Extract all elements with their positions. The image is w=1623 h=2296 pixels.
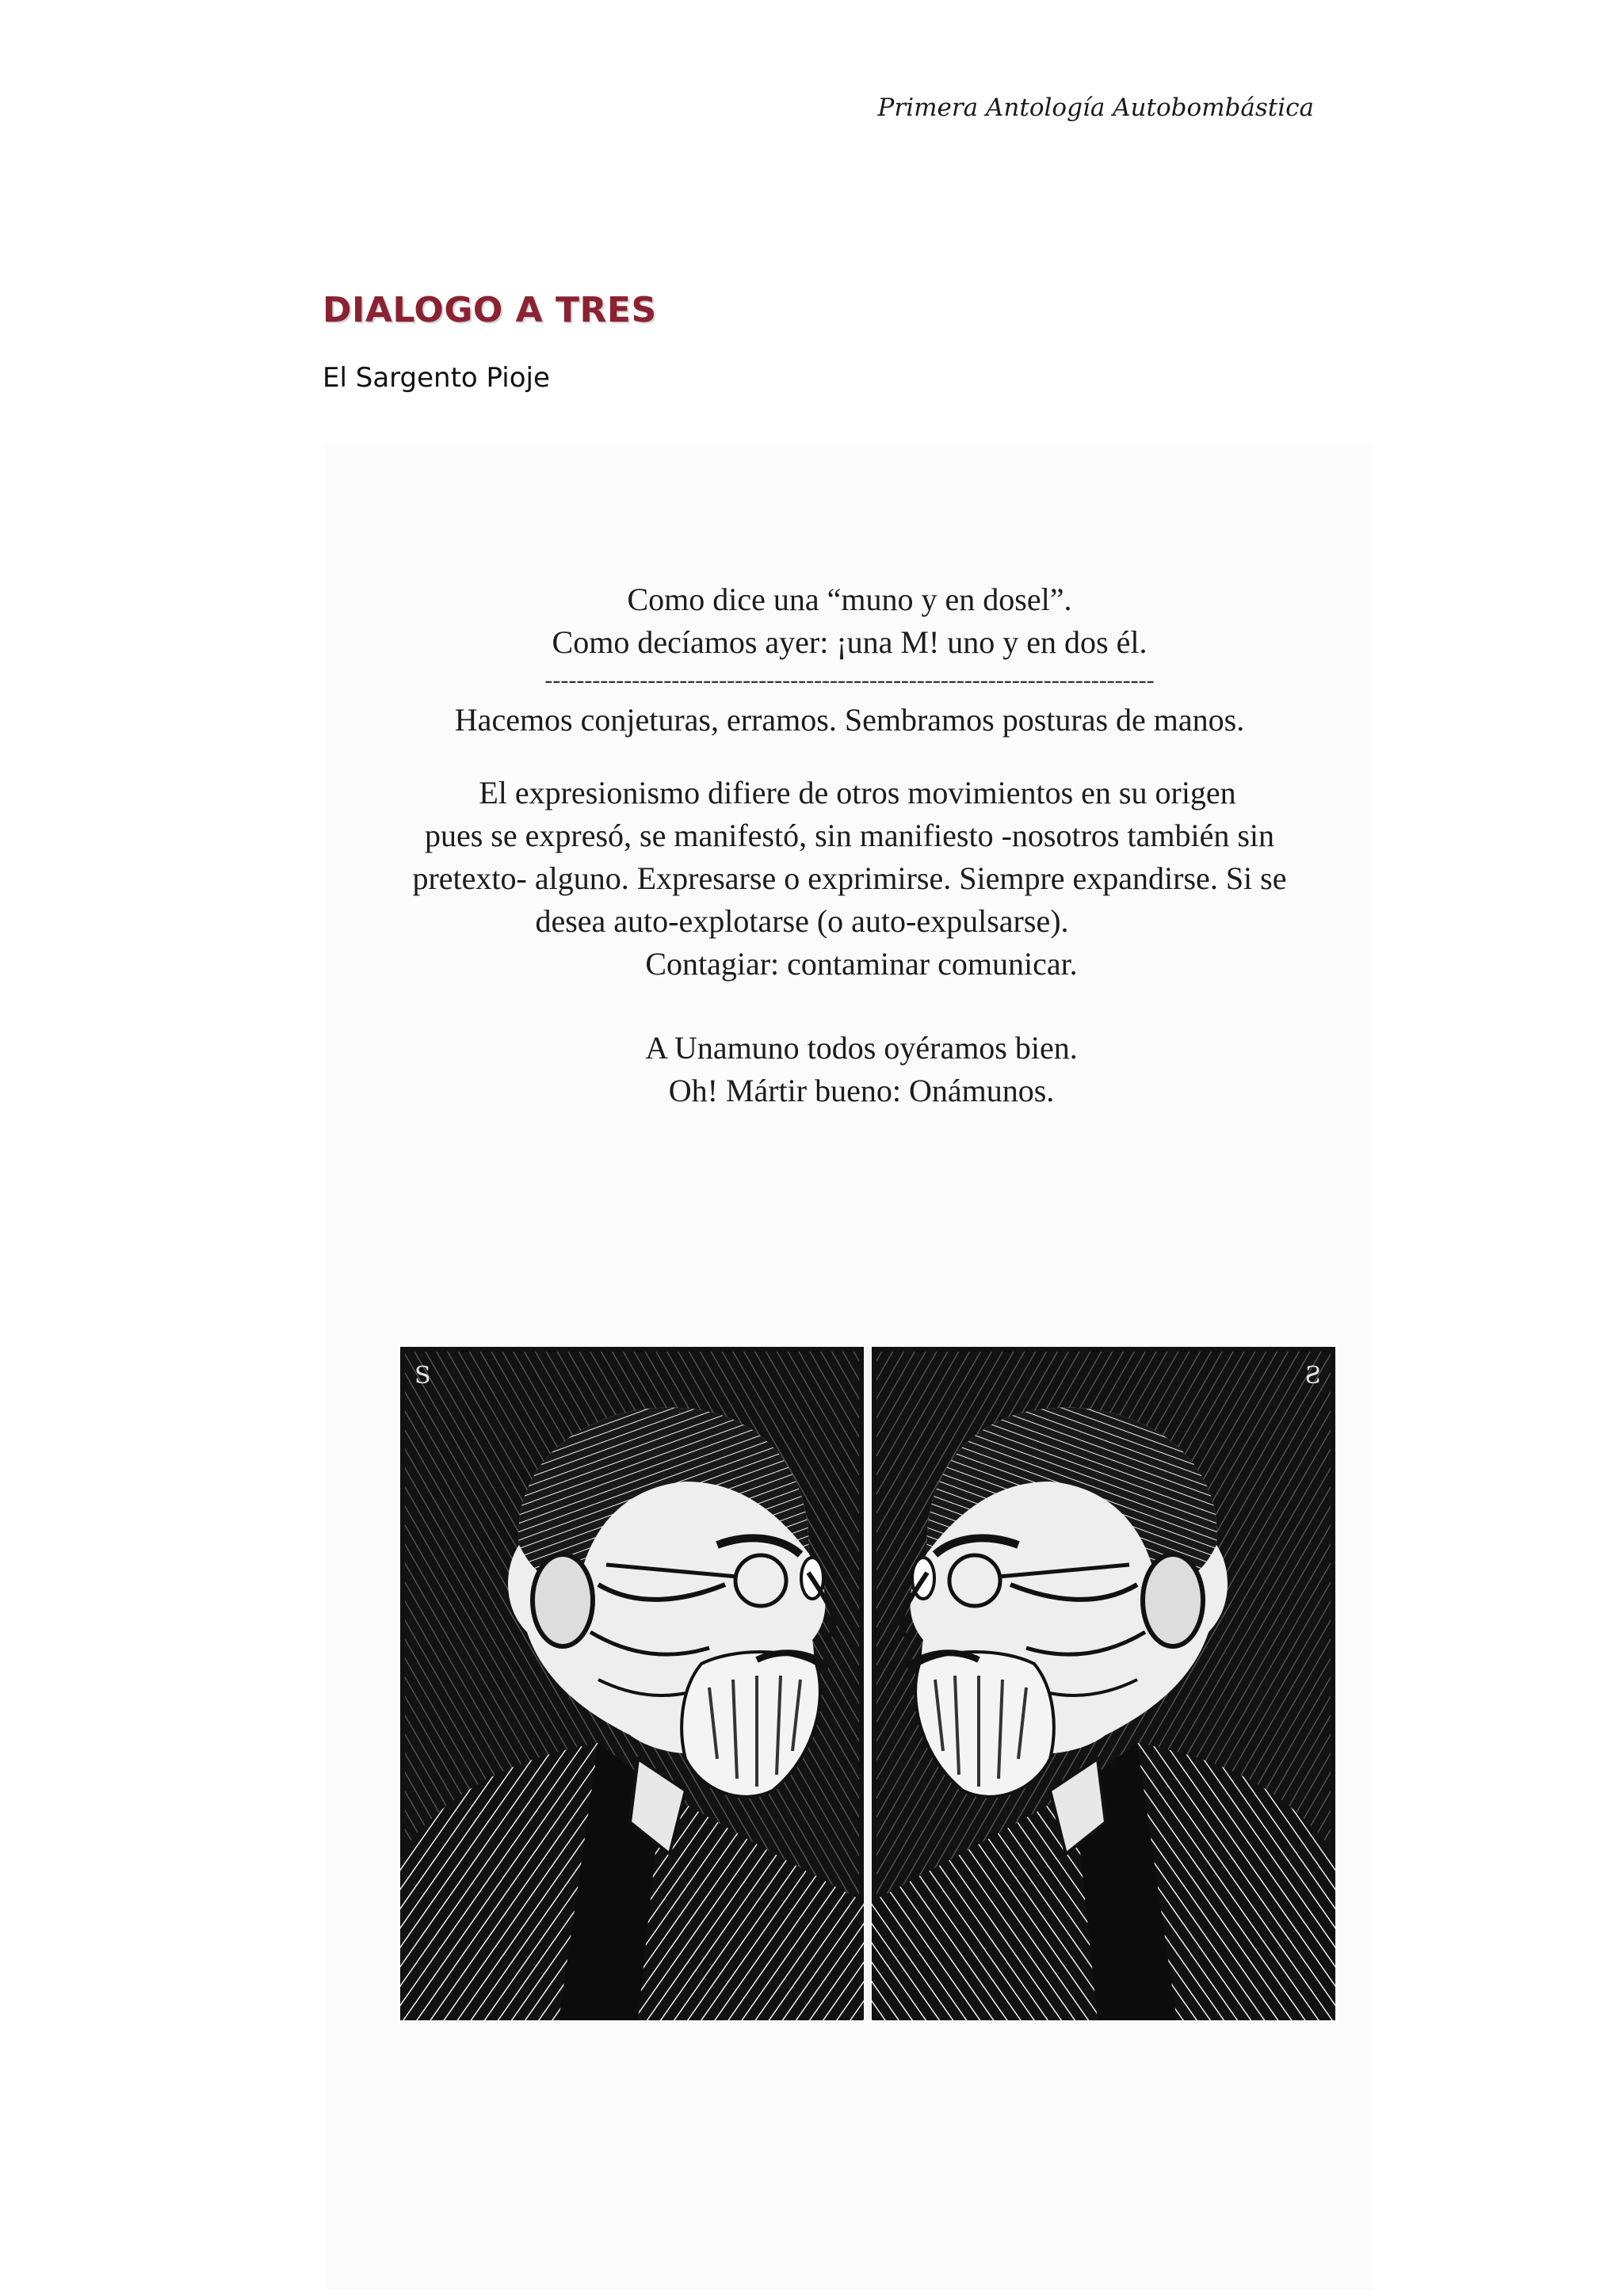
poem-line: Oh! Mártir bueno: Onámunos. bbox=[668, 1073, 1055, 1108]
author-byline: El Sargento Pioje bbox=[323, 362, 550, 394]
stanza-gap bbox=[327, 742, 1373, 772]
poem-line: Hacemos conjeturas, erramos. Sembramos posturas de manos. bbox=[454, 702, 1245, 738]
mirrored-woodcut-portrait-icon bbox=[400, 1347, 1335, 2020]
page-title: DIALOGO A TRES bbox=[323, 290, 657, 330]
poem-line: Como decíamos ayer: ¡una M! uno y en dos él. bbox=[552, 624, 1148, 660]
poem-block bbox=[327, 578, 1373, 1112]
poem-line: pretexto- alguno. Expresarse o exprimirse. Siempre expandirse. Si se bbox=[412, 860, 1287, 896]
stanza-gap bbox=[327, 986, 1373, 1027]
poem-line: Como dice una “muno y en dosel”. bbox=[627, 582, 1072, 617]
poem-separator: ----------------------------------------------------------------------------- bbox=[544, 667, 1155, 693]
poem-line: desea auto-explotarse (o auto-expulsarse). bbox=[535, 903, 1069, 939]
poem-line: A Unamuno todos oyéramos bien. bbox=[645, 1030, 1078, 1066]
running-header: Primera Antología Autobombástica bbox=[877, 93, 1314, 122]
poem-line: pues se expresó, se manifestó, sin manifiesto -nosotros también sin bbox=[424, 818, 1275, 853]
poem-line: Contagiar: contaminar comunicar. bbox=[645, 946, 1078, 982]
poem-line: El expresionismo difiere de otros movimientos en su origen bbox=[479, 775, 1236, 810]
